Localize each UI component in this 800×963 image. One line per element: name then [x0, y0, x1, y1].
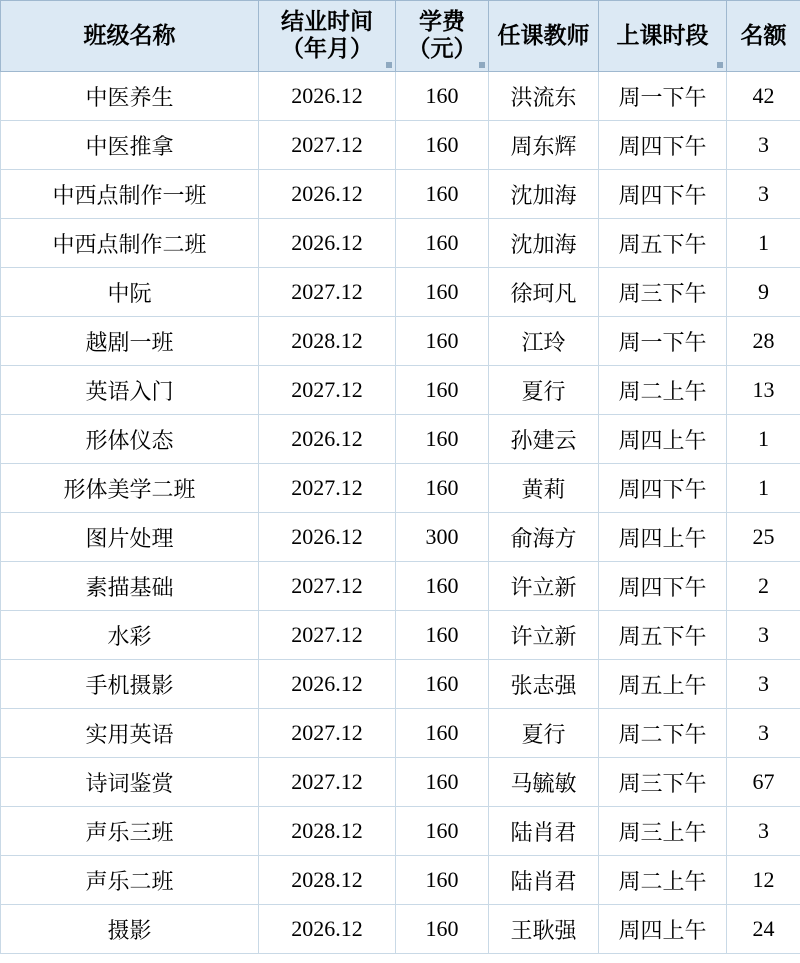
cell-fee: 160: [396, 611, 489, 660]
cell-date: 2027.12: [259, 611, 396, 660]
cell-quota: 13: [727, 366, 800, 415]
cell-teacher: 马毓敏: [489, 758, 599, 807]
cell-quota: 42: [727, 72, 800, 121]
cell-teacher: 许立新: [489, 562, 599, 611]
table-row[interactable]: [1, 317, 800, 366]
cell-name: 形体美学二班: [1, 464, 259, 513]
table-row[interactable]: [1, 807, 800, 856]
cell-date: 2027.12: [259, 758, 396, 807]
cell-date: 2026.12: [259, 660, 396, 709]
cell-name: 形体仪态: [1, 415, 259, 464]
cell-name: 图片处理: [1, 513, 259, 562]
cell-name: 诗词鉴赏: [1, 758, 259, 807]
column-header-date-line-0: 结业时间: [281, 9, 373, 34]
cell-quota: 3: [727, 709, 800, 758]
cell-name: 声乐三班: [1, 807, 259, 856]
cell-time: 周三下午: [599, 268, 727, 317]
cell-fee: 160: [396, 464, 489, 513]
table-row[interactable]: [1, 268, 800, 317]
column-header-teacher-line-0: 任课教师: [497, 22, 590, 48]
cell-fee: 160: [396, 317, 489, 366]
table-row[interactable]: [1, 758, 800, 807]
cell-time: 周四上午: [599, 905, 727, 954]
table-row[interactable]: [1, 464, 800, 513]
cell-fee: 160: [396, 758, 489, 807]
cell-name: 中西点制作一班: [1, 170, 259, 219]
cell-fee: 160: [396, 268, 489, 317]
cell-time: 周五下午: [599, 611, 727, 660]
table-body: [1, 72, 800, 954]
column-header-teacher[interactable]: [489, 1, 599, 72]
table-row[interactable]: [1, 660, 800, 709]
cell-quota: 24: [727, 905, 800, 954]
cell-quota: 2: [727, 562, 800, 611]
cell-date: 2028.12: [259, 856, 396, 905]
cell-name: 中西点制作二班: [1, 219, 259, 268]
cell-teacher: 俞海方: [489, 513, 599, 562]
cell-fee: 160: [396, 170, 489, 219]
cell-name: 声乐二班: [1, 856, 259, 905]
cell-quota: 12: [727, 856, 800, 905]
cell-quota: 3: [727, 611, 800, 660]
table-row[interactable]: [1, 366, 800, 415]
cell-quota: 1: [727, 415, 800, 464]
column-header-name[interactable]: [1, 1, 259, 72]
cell-fee: 160: [396, 562, 489, 611]
column-header-date-line-1: （年月）: [281, 36, 373, 62]
cell-name: 中阮: [1, 268, 259, 317]
cell-time: 周二上午: [599, 366, 727, 415]
cell-teacher: 张志强: [489, 660, 599, 709]
cell-time: 周四上午: [599, 415, 727, 464]
table-row[interactable]: [1, 219, 800, 268]
column-header-fee[interactable]: [396, 1, 489, 72]
cell-time: 周一下午: [599, 72, 727, 121]
cell-name: 中医推拿: [1, 121, 259, 170]
cell-fee: 300: [396, 513, 489, 562]
cell-time: 周五上午: [599, 660, 727, 709]
cell-date: 2026.12: [259, 415, 396, 464]
cell-quota: 9: [727, 268, 800, 317]
cell-time: 周四下午: [599, 121, 727, 170]
column-header-fee-line-0: 学费: [419, 9, 465, 34]
column-header-quota[interactable]: [727, 1, 800, 72]
cell-teacher: 沈加海: [489, 219, 599, 268]
cell-time: 周二下午: [599, 709, 727, 758]
column-header-date[interactable]: [259, 1, 396, 72]
column-header-time-line-0: 上课时段: [616, 22, 709, 48]
cell-quota: 3: [727, 807, 800, 856]
column-header-name-line-0: 班级名称: [83, 22, 176, 48]
cell-time: 周三下午: [599, 758, 727, 807]
cell-teacher: 江玲: [489, 317, 599, 366]
cell-date: 2027.12: [259, 366, 396, 415]
cell-quota: 3: [727, 170, 800, 219]
cell-fee: 160: [396, 807, 489, 856]
cell-time: 周三上午: [599, 807, 727, 856]
column-header-fee-line-1: （元）: [407, 36, 477, 62]
cell-teacher: 黄莉: [489, 464, 599, 513]
cell-time: 周四下午: [599, 464, 727, 513]
table-header: [1, 1, 800, 72]
cell-date: 2026.12: [259, 513, 396, 562]
cell-date: 2026.12: [259, 905, 396, 954]
cell-name: 越剧一班: [1, 317, 259, 366]
cell-date: 2026.12: [259, 170, 396, 219]
table-header-row: [1, 1, 800, 72]
cell-fee: 160: [396, 905, 489, 954]
table-row[interactable]: [1, 513, 800, 562]
cell-quota: 1: [727, 464, 800, 513]
cell-date: 2028.12: [259, 807, 396, 856]
column-header-quota-line-0: 名额: [740, 22, 787, 48]
cell-fee: 160: [396, 366, 489, 415]
cell-date: 2026.12: [259, 72, 396, 121]
cell-fee: 160: [396, 709, 489, 758]
cell-name: 水彩: [1, 611, 259, 660]
cell-date: 2027.12: [259, 121, 396, 170]
table-row[interactable]: [1, 415, 800, 464]
cell-name: 英语入门: [1, 366, 259, 415]
cell-teacher: 夏行: [489, 366, 599, 415]
cell-time: 周四下午: [599, 170, 727, 219]
cell-quota: 28: [727, 317, 800, 366]
cell-quota: 1: [727, 219, 800, 268]
table-row[interactable]: [1, 121, 800, 170]
cell-name: 实用英语: [1, 709, 259, 758]
table-row[interactable]: [1, 170, 800, 219]
cell-date: 2027.12: [259, 464, 396, 513]
cell-fee: 160: [396, 856, 489, 905]
cell-quota: 25: [727, 513, 800, 562]
cell-fee: 160: [396, 121, 489, 170]
cell-teacher: 夏行: [489, 709, 599, 758]
cell-time: 周四下午: [599, 562, 727, 611]
cell-name: 中医养生: [1, 72, 259, 121]
cell-teacher: 陆肖君: [489, 856, 599, 905]
cell-time: 周二上午: [599, 856, 727, 905]
table-row[interactable]: [1, 905, 800, 954]
cell-name: 素描基础: [1, 562, 259, 611]
table-row[interactable]: [1, 562, 800, 611]
cell-quota: 3: [727, 121, 800, 170]
cell-quota: 67: [727, 758, 800, 807]
table-row[interactable]: [1, 856, 800, 905]
cell-quota: 3: [727, 660, 800, 709]
column-header-time[interactable]: [599, 1, 727, 72]
cell-date: 2027.12: [259, 562, 396, 611]
cell-date: 2027.12: [259, 268, 396, 317]
cell-teacher: 徐珂凡: [489, 268, 599, 317]
cell-fee: 160: [396, 72, 489, 121]
cell-teacher: 周东辉: [489, 121, 599, 170]
cell-time: 周一下午: [599, 317, 727, 366]
cell-teacher: 陆肖君: [489, 807, 599, 856]
table-row[interactable]: [1, 611, 800, 660]
cell-teacher: 王耿强: [489, 905, 599, 954]
cell-teacher: 孙建云: [489, 415, 599, 464]
cell-fee: 160: [396, 660, 489, 709]
cell-time: 周四上午: [599, 513, 727, 562]
cell-fee: 160: [396, 415, 489, 464]
cell-time: 周五下午: [599, 219, 727, 268]
cell-date: 2028.12: [259, 317, 396, 366]
table-row[interactable]: [1, 72, 800, 121]
cell-teacher: 洪流东: [489, 72, 599, 121]
cell-teacher: 许立新: [489, 611, 599, 660]
cell-teacher: 沈加海: [489, 170, 599, 219]
cell-name: 手机摄影: [1, 660, 259, 709]
cell-name: 摄影: [1, 905, 259, 954]
table-row[interactable]: [1, 709, 800, 758]
cell-date: 2026.12: [259, 219, 396, 268]
cell-date: 2027.12: [259, 709, 396, 758]
cell-fee: 160: [396, 219, 489, 268]
